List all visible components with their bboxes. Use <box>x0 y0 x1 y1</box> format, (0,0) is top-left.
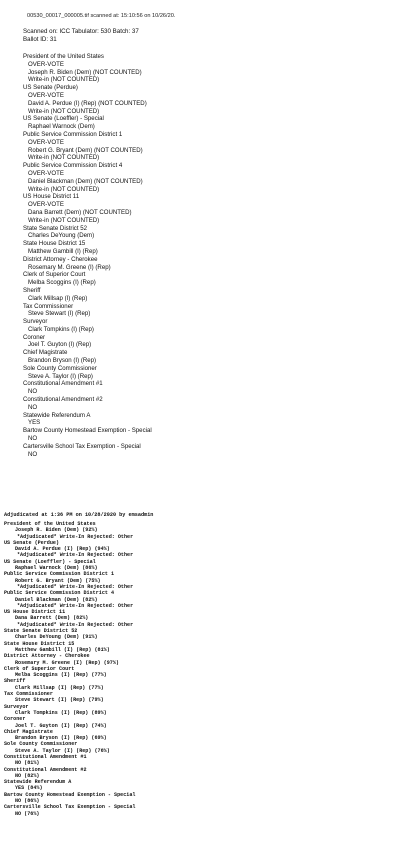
contest-selection: Matthew Gambill (I) (Rep) (81%) <box>15 646 110 653</box>
contest-title: Bartow County Homestead Exemption - Special <box>23 427 152 435</box>
contest-title: Chief Magistrate <box>4 728 53 735</box>
contest-title: US Senate (Loeffler) - Special <box>4 558 96 565</box>
contest-selection: Clark Tompkins (I) (Rep) <box>28 325 94 333</box>
contest-selection: NO (81%) <box>15 760 40 767</box>
contest-selection: OVER-VOTE <box>28 60 64 68</box>
contest-title: Chief Magistrate <box>23 349 68 357</box>
contest-selection: YES (84%) <box>15 785 43 792</box>
contest-title: President of the United States <box>4 521 96 527</box>
scan-filename-line: 00530_00017_000005.tif scanned at: 15:10:56 on 10/26/20. <box>27 13 176 19</box>
adjudication-note: *Adjudicated* Write-In Rejected: Other <box>17 602 134 609</box>
contest-title: Public Service Commission District 4 <box>4 590 115 597</box>
contest-selection: OVER-VOTE <box>28 91 64 99</box>
contest-selection: David A. Perdue (I) (Rep) (94%) <box>15 546 110 553</box>
contest-title: Sole County Commissioner <box>4 741 78 748</box>
contest-selection: Rosemary M. Greene (I) (Rep) (97%) <box>15 659 119 666</box>
contest-selection: Write-in (NOT COUNTED) <box>28 76 100 84</box>
contest-title: Cartersville School Tax Exemption - Special <box>23 442 141 450</box>
contest-title: State Senate District 52 <box>4 628 78 635</box>
contest-title: US Senate (Perdue) <box>23 84 78 92</box>
contest-selection: OVER-VOTE <box>28 201 64 209</box>
contest-title: State House District 15 <box>4 640 75 647</box>
contest-title: Public Service Commission District 1 <box>23 130 123 138</box>
contest-selection: Steve Stewart (I) (Rep) (79%) <box>15 697 104 704</box>
contest-selection: NO <box>28 403 38 411</box>
contest-title: Clerk of Superior Court <box>23 271 86 279</box>
contest-selection: Steve Stewart (I) (Rep) <box>28 310 91 318</box>
ballot-id-line: Ballot ID: 31 <box>23 36 57 43</box>
contest-title: Sheriff <box>23 286 41 294</box>
contest-title: Constitutional Amendment #1 <box>23 380 103 388</box>
contest-selection: Dana Barrett (Dem) (NOT COUNTED) <box>28 208 132 216</box>
contest-title: President of the United States <box>23 53 104 60</box>
contest-selection: OVER-VOTE <box>28 169 64 177</box>
contest-selection: NO (76%) <box>15 810 40 817</box>
contest-title: Statewide Referendum A <box>4 779 72 786</box>
contest-selection: Daniel Blackman (Dem) (82%) <box>15 596 98 603</box>
contest-title: Cartersville School Tax Exemption - Special <box>4 804 136 811</box>
contest-selection: NO <box>28 388 38 396</box>
contest-title: Public Service Commission District 4 <box>23 162 123 170</box>
contest-selection: Joseph R. Biden (Dem) (NOT COUNTED) <box>28 68 142 76</box>
adjudicated-results <box>4 521 135 817</box>
contest-selection: NO <box>28 435 38 443</box>
contest-title: Coroner <box>23 333 46 341</box>
contest-title: Bartow County Homestead Exemption - Special <box>4 791 136 798</box>
contest-title: US House District 11 <box>4 609 66 616</box>
contest-selection: NO (86%) <box>15 798 40 805</box>
contest-selection: Joel T. Guyton (I) (Rep) (74%) <box>15 722 107 729</box>
contest-title: Clerk of Superior Court <box>4 665 75 672</box>
contest-title: Tax Commissioner <box>4 691 53 698</box>
contest-selection: Clark Millsap (I) (Rep) <box>28 294 88 302</box>
adjudication-note: *Adjudicated* Write-In Rejected: Other <box>17 533 134 540</box>
contest-title: District Attorney - Cherokee <box>23 255 98 263</box>
contest-selection: Clark Millsap (I) (Rep) (77%) <box>15 684 104 691</box>
contest-selection: Brandon Bryson (I) (Rep) (69%) <box>15 735 107 742</box>
contest-title: State House District 15 <box>23 240 86 248</box>
contest-selection: Steve A. Taylor (I) (Rep) (76%) <box>15 747 110 754</box>
contest-selection: NO <box>28 450 38 458</box>
contest-selection: Write-in (NOT COUNTED) <box>28 185 100 193</box>
contest-title: District Attorney - Cherokee <box>4 653 90 660</box>
contest-title: Sheriff <box>4 678 26 685</box>
contest-title: State Senate District 52 <box>23 224 88 232</box>
contest-title: US House District 11 <box>23 193 80 201</box>
contest-selection: NO (82%) <box>15 772 40 779</box>
contest-selection: Melba Scoggins (I) (Rep) <box>28 279 96 287</box>
contest-selection: Raphael Warnock (Dem) (86%) <box>15 565 98 572</box>
contest-selection: Charles DeYoung (Dem) (91%) <box>15 634 98 641</box>
contest-selection: David A. Perdue (I) (Rep) (NOT COUNTED) <box>28 99 147 107</box>
contest-title: Surveyor <box>23 318 48 326</box>
contest-title: Coroner <box>4 716 26 723</box>
contest-title: US Senate (Perdue) <box>4 539 60 546</box>
ballot-selections <box>23 53 152 458</box>
contest-title: US Senate (Loeffler) - Special <box>23 115 104 123</box>
contest-title: Surveyor <box>4 703 29 710</box>
contest-selection: Robert G. Bryant (Dem) (NOT COUNTED) <box>28 146 143 154</box>
contest-selection: Steve A. Taylor (I) (Rep) <box>28 372 93 380</box>
contest-selection: Robert G. Bryant (Dem) (75%) <box>15 577 101 584</box>
contest-title: Constitutional Amendment #2 <box>23 396 103 404</box>
contest-title: Public Service Commission District 1 <box>4 571 115 578</box>
contest-selection: Melba Scoggins (I) (Rep) (77%) <box>15 672 107 679</box>
contest-title: Statewide Referendum A <box>23 411 91 419</box>
contest-selection: Daniel Blackman (Dem) (NOT COUNTED) <box>28 177 143 185</box>
contest-selection: Clark Tompkins (I) (Rep) (89%) <box>15 709 107 716</box>
contest-selection: Write-in (NOT COUNTED) <box>28 154 100 162</box>
adjudication-note: *Adjudicated* Write-In Rejected: Other <box>17 552 134 559</box>
adjudication-note: *Adjudicated* Write-In Rejected: Other <box>17 621 134 628</box>
contest-selection: OVER-VOTE <box>28 138 64 146</box>
contest-selection: Rosemary M. Greene (I) (Rep) <box>28 263 111 271</box>
contest-title: Constitutional Amendment #1 <box>4 753 87 760</box>
contest-selection: Write-in (NOT COUNTED) <box>28 216 100 224</box>
contest-selection: Raphael Warnock (Dem) <box>28 123 95 131</box>
contest-title: Constitutional Amendment #2 <box>4 766 87 773</box>
contest-selection: YES <box>28 419 41 427</box>
adjudication-note: *Adjudicated* Write-In Rejected: Other <box>17 583 134 590</box>
contest-selection: Joseph R. Biden (Dem) (92%) <box>15 527 98 534</box>
contest-selection: Brandon Bryson (I) (Rep) <box>28 357 97 365</box>
contest-selection: Joel T. Guyton (I) (Rep) <box>28 341 92 349</box>
contest-selection: Charles DeYoung (Dem) <box>28 232 95 240</box>
scanned-on-line: Scanned on: ICC Tabulator: 530 Batch: 37 <box>23 28 139 35</box>
adjudicated-header: Adjudicated at 1:36 PM on 10/28/2020 by emsadmin <box>4 512 154 518</box>
contest-title: Tax Commissioner <box>23 302 74 310</box>
contest-selection: Write-in (NOT COUNTED) <box>28 107 100 115</box>
contest-title: Sole County Commissioner <box>23 364 97 372</box>
contest-selection: Dana Barrett (Dem) (82%) <box>15 615 89 622</box>
contest-selection: Matthew Gambill (I) (Rep) <box>28 247 98 255</box>
